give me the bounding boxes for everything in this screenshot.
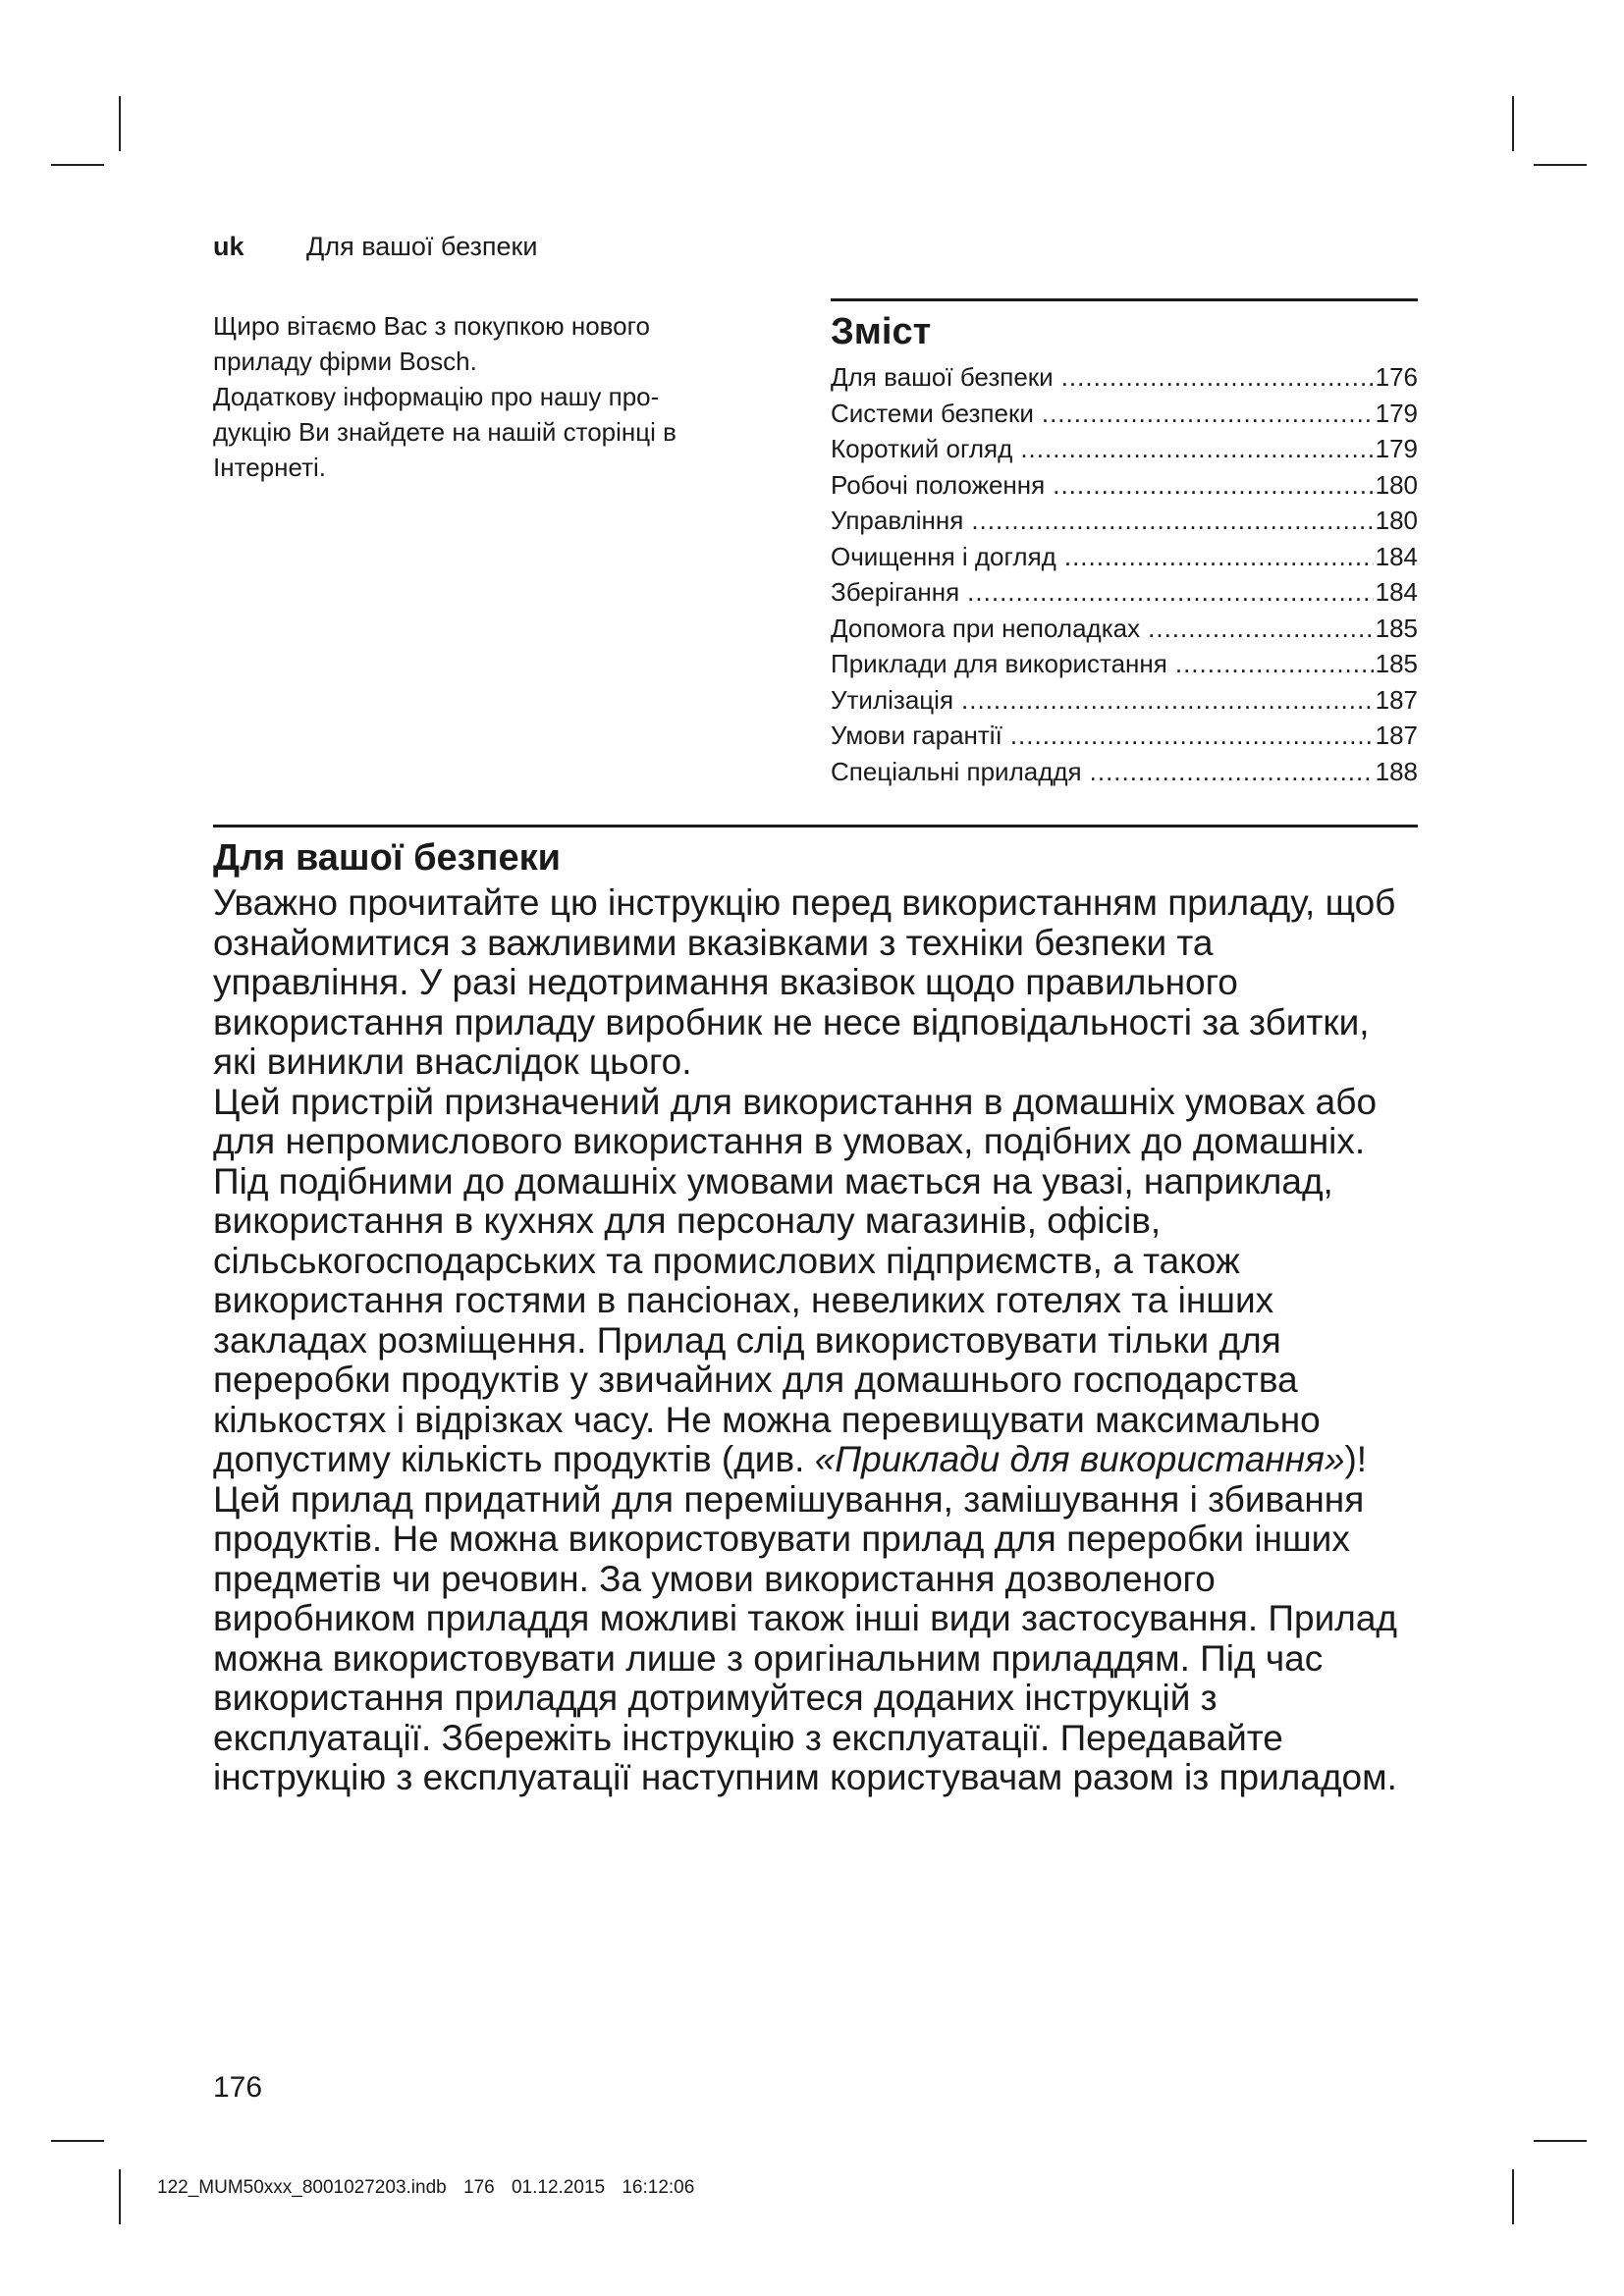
toc-leader-dots	[1175, 646, 1374, 682]
toc-leader-dots	[1020, 431, 1373, 467]
footer-filename: 122_MUM50xxx_8001027203.indb	[157, 2177, 447, 2198]
footer-time: 16:12:06	[622, 2177, 695, 2198]
toc-entry[interactable]	[831, 646, 1418, 682]
toc-entry[interactable]	[831, 611, 1418, 647]
toc-list	[831, 359, 1418, 789]
toc-entry-title: Допомога при неполадках	[831, 613, 1141, 643]
header-title: Для вашої безпеки	[306, 232, 538, 261]
crop-mark	[1512, 2169, 1514, 2224]
toc-leader-dots	[1064, 539, 1374, 575]
safety-section	[213, 825, 1418, 1798]
toc-entry-page: 179	[1375, 434, 1418, 463]
paragraph	[213, 1083, 1418, 1480]
toc-entry-title: Управління	[831, 506, 964, 535]
toc-entry[interactable]	[831, 539, 1418, 575]
toc-entry-title: Приклади для використання	[831, 649, 1167, 678]
toc-entry-page: 185	[1375, 649, 1418, 678]
toc-entry-title: Умови гарантії	[831, 721, 1002, 750]
toc-entry[interactable]	[831, 396, 1418, 432]
toc-entry-page: 185	[1375, 613, 1418, 643]
toc-entry-page: 187	[1375, 721, 1418, 750]
toc-heading: Зміст	[831, 311, 932, 352]
toc-entry-page: 180	[1375, 506, 1418, 535]
toc-entry-title: Короткий огляд	[831, 434, 1013, 463]
toc-entry-page: 176	[1375, 362, 1418, 392]
toc-leader-dots	[1042, 396, 1374, 432]
toc-leader-dots	[1148, 611, 1373, 647]
crop-mark	[119, 96, 121, 151]
divider	[831, 298, 1418, 301]
welcome-line: Щиро вітаємо Вас з покупкою нового	[213, 311, 651, 341]
toc-entry-page: 184	[1375, 541, 1418, 571]
toc-leader-dots	[1053, 467, 1373, 504]
toc-entry-title: Зберігання	[831, 577, 960, 607]
welcome-line: приладу фірми Bosch.	[213, 347, 477, 376]
toc-entry-page: 187	[1375, 684, 1418, 715]
welcome-line: Інтернеті.	[213, 453, 326, 482]
toc-leader-dots	[971, 503, 1373, 539]
toc-leader-dots	[961, 682, 1374, 719]
toc-entry[interactable]	[831, 503, 1418, 539]
toc-entry[interactable]	[831, 754, 1418, 790]
toc-entry[interactable]	[831, 431, 1418, 467]
toc-entry-page: 179	[1375, 398, 1418, 428]
toc-entry[interactable]	[831, 574, 1418, 611]
crop-mark	[51, 164, 104, 166]
toc-entry-page: 188	[1375, 756, 1418, 786]
toc-entry-title: Для вашої безпеки	[831, 362, 1054, 392]
section-heading: Для вашої безпеки	[213, 837, 562, 879]
print-footer	[157, 2177, 706, 2199]
toc-entry-title: Спеціальні приладдя	[831, 756, 1082, 786]
crop-mark	[1534, 2140, 1587, 2142]
footer-page: 176	[463, 2177, 495, 2198]
divider	[213, 825, 1418, 828]
toc-entry-title: Утилізація	[831, 684, 954, 715]
toc-entry-page: 184	[1375, 577, 1418, 607]
paragraph: Цей прилад придатний для перемішування, замішування і збивання продуктів. Не можна використовувати прилад для переробки інших предметів чи речовин. За умови використання дозволеного виробником приладдя можливі також інші види застосування. Прилад можна використовувати лише з оригінальним приладдям. Під час використання приладдя дотримуйтеся доданих інструкцій з експлуатації. Збережіть інструкцію з експлуатації. Передавайте інструкцію з експлуатації наступним користувачам разом із приладом.	[213, 1478, 1398, 1797]
toc-leader-dots	[1090, 754, 1374, 790]
crop-mark	[1512, 96, 1514, 151]
paragraph-text: )!	[1344, 1439, 1368, 1479]
welcome-line: Додаткову інформацію про нашу про-	[213, 382, 660, 411]
crop-mark	[119, 2169, 121, 2224]
language-code: uk	[213, 232, 244, 261]
crop-mark	[51, 2140, 104, 2142]
section-body	[213, 883, 1418, 1798]
cross-reference-link[interactable]: «Приклади для використання»	[814, 1439, 1345, 1479]
toc-leader-dots	[967, 574, 1373, 611]
toc-entry[interactable]	[831, 359, 1418, 396]
toc-entry[interactable]	[831, 467, 1418, 504]
page-number: 176	[213, 2071, 263, 2104]
crop-mark	[1534, 164, 1587, 166]
table-of-contents	[831, 298, 1418, 789]
toc-entry[interactable]	[831, 682, 1418, 719]
toc-entry-title: Системи безпеки	[831, 398, 1034, 428]
toc-entry-title: Робочі положення	[831, 469, 1046, 500]
welcome-text	[213, 308, 763, 485]
toc-entry-title: Очищення і догляд	[831, 541, 1056, 571]
toc-entry[interactable]	[831, 718, 1418, 754]
toc-leader-dots	[1061, 359, 1374, 396]
paragraph-text: Цей пристрій призначений для використання в домашніх умовах або для непромислового використання в умовах, подібних до домашніх. Під подібними до домашніх умовами мається на увазі, наприклад, використання в кухнях для персоналу магазинів, офісів, сільськогосподарських та промислових підприємств, а також використання гостями в пансіонах, невеликих готелях та інших закладах розміщення. Прилад слід використовувати тільки для переробки продуктів у звичайних для домашнього господарства кількостях і відрізках часу. Не можна перевищувати максимально допустиму кількість продуктів (див.	[213, 1081, 1378, 1479]
footer-date: 01.12.2015	[511, 2177, 606, 2198]
paragraph: Уважно прочитайте цю інструкцію перед використанням приладу, щоб ознайомитися з важливими вказівками з техніки безпеки та управління. У разі недотримання вказівок щодо правильного використання приладу виробник не несе відповідальності за збитки, які виникли внаслідок цього.	[213, 882, 1396, 1082]
welcome-line: дукцію Ви знайдете на нашій сторінці в	[213, 417, 677, 447]
toc-leader-dots	[1010, 718, 1374, 754]
running-header	[213, 232, 537, 262]
toc-entry-page: 180	[1375, 469, 1418, 500]
